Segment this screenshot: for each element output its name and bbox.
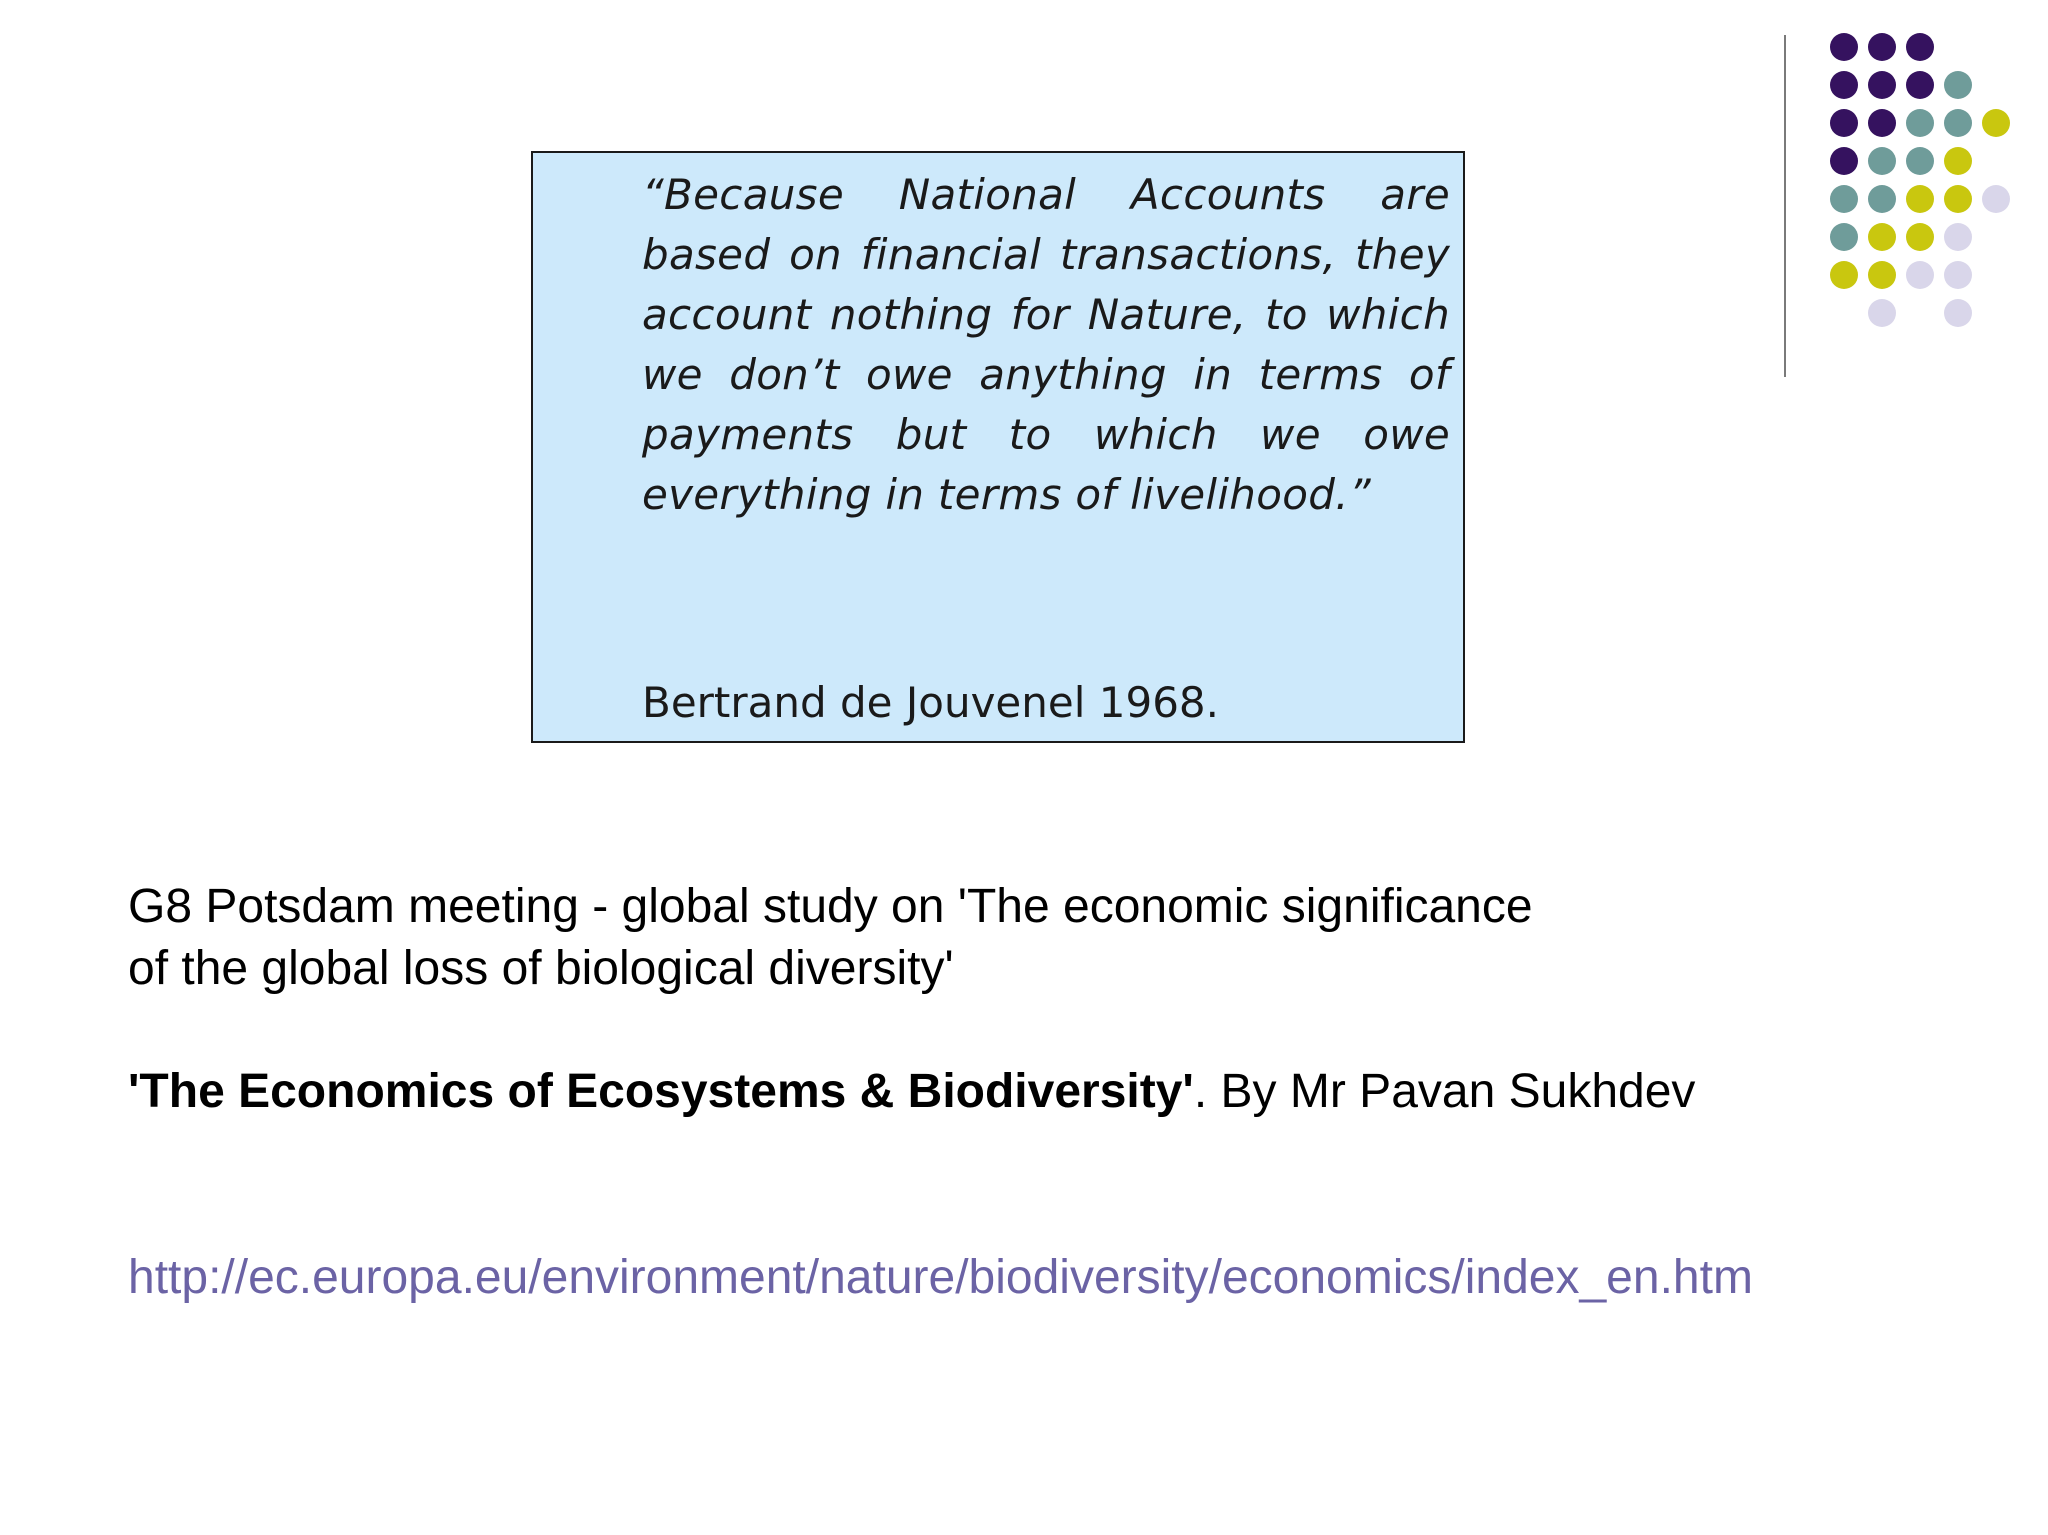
- decorative-dot: [1944, 223, 1972, 251]
- quote-text: “Because National Accounts are based on financial transactions, they account nothing for Nature, to which we don’t owe anything in terms of payments but to which we owe everything in terms of livelihood.”: [642, 170, 1450, 519]
- decorative-dot: [1944, 71, 1972, 99]
- decorative-dot: [1944, 147, 1972, 175]
- study-line-1: G8 Potsdam meeting - global study on 'The economic significance: [128, 880, 1533, 933]
- decorative-dot: [1868, 109, 1896, 137]
- decorative-dot: [1906, 109, 1934, 137]
- decorative-dot: [1944, 109, 1972, 137]
- decorative-dot: [1830, 185, 1858, 213]
- decorative-dot: [1906, 185, 1934, 213]
- quote-box: [531, 151, 1465, 743]
- reference-link[interactable]: http://ec.europa.eu/environment/nature/biodiversity/economics/index_en.htm: [128, 1251, 1753, 1304]
- decorative-dot: [1868, 147, 1896, 175]
- decorative-dot: [1830, 109, 1858, 137]
- study-author: . By Mr Pavan Sukhdev: [1193, 1065, 1696, 1118]
- decorative-dot: [1868, 261, 1896, 289]
- decorative-dot: [1906, 261, 1934, 289]
- decorative-dot: [1982, 185, 2010, 213]
- decorative-dot: [1868, 299, 1896, 327]
- decorative-dot: [1830, 261, 1858, 289]
- study-line-2: of the global loss of biological diversity': [128, 942, 954, 995]
- title-open-quote: ': [128, 1065, 140, 1118]
- decorative-dot: [1830, 33, 1858, 61]
- decorative-dot: [1944, 185, 1972, 213]
- decorative-dot: [1830, 71, 1858, 99]
- decorative-dot: [1906, 223, 1934, 251]
- quote-author: Bertrand de Jouvenel 1968.: [642, 678, 1219, 727]
- study-title: The Economics of Ecosystems & Biodiversity: [139, 1065, 1183, 1118]
- decorative-dot: [1868, 33, 1896, 61]
- decorative-dot-grid: [1830, 33, 2030, 333]
- decorative-dot: [1906, 147, 1934, 175]
- vertical-divider: [1784, 35, 1786, 377]
- study-description: [128, 876, 1928, 1000]
- decorative-dot: [1906, 33, 1934, 61]
- decorative-dot: [1868, 185, 1896, 213]
- study-title-line: [128, 1061, 1928, 1123]
- decorative-dot: [1982, 109, 2010, 137]
- decorative-dot: [1830, 147, 1858, 175]
- decorative-dot: [1830, 223, 1858, 251]
- decorative-dot: [1906, 71, 1934, 99]
- decorative-dot: [1944, 299, 1972, 327]
- decorative-dot: [1868, 71, 1896, 99]
- title-close-quote: ': [1182, 1065, 1194, 1118]
- decorative-dot: [1944, 261, 1972, 289]
- decorative-dot: [1868, 223, 1896, 251]
